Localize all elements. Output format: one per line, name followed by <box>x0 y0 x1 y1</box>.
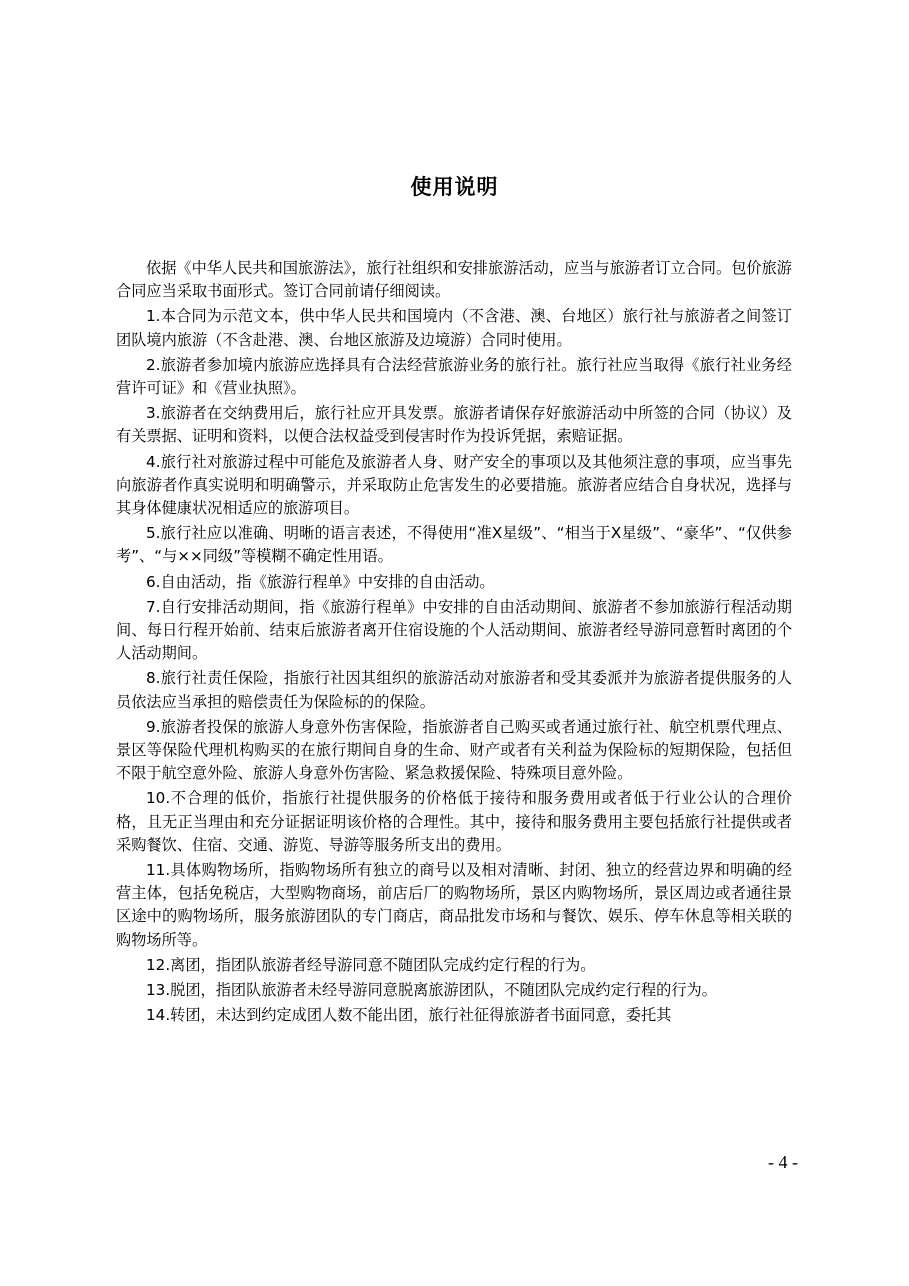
document-body <box>116 257 792 1030</box>
instruction-item: 6.自由活动，指《旅游行程单》中安排的自由活动。 <box>146 572 495 591</box>
intro-paragraph: 依据《中华人民共和国旅游法》，旅行社组织和安排旅游活动，应当与旅游者订立合同。包价旅游合同应当采取书面形式。签订合同前请仔细阅读。 <box>116 259 792 301</box>
page-title: 使用说明 <box>410 175 499 199</box>
instruction-item: 9.旅游者投保的旅游人身意外伤害保险，指旅游者自己购买或者通过旅行社、航空机票代理点、景区等保险代理机构购买的在旅行期间自身的生命、财产或者有关利益为保险标的短期保险，包括但不限于航空意外险、旅游人身意外伤害险、紧急救援保险、特殊项目意外险。 <box>116 717 792 783</box>
instruction-item: 11.具体购物场所，指购物场所有独立的商号以及相对清晰、封闭、独立的经营边界和明确的经营主体，包括免税店，大型购物商场，前店后厂的购物场所，景区内购物场所，景区周边或者通往景区途中的购物场所，服务旅游团队的专门商店，商品批发市场和与餐饮、娱乐、停车休息等相关联的购物场所等。 <box>116 861 792 949</box>
instruction-item: 2.旅游者参加境内旅游应选择具有合法经营旅游业务的旅行社。旅行社应当取得《旅行社业务经营许可证》和《营业执照》。 <box>116 355 792 398</box>
instruction-item: 8.旅行社责任保险，指旅行社因其组织的旅游活动对旅游者和受其委派并为旅游者提供服务的人员依法应当承担的赔偿责任为保险标的的保险。 <box>116 669 792 711</box>
instruction-item: 1.本合同为示范文本，供中华人民共和国境内（不含港、澳、台地区）旅行社与旅游者之间签订团队境内旅游（不含赴港、澳、台地区旅游及边境游）合同时使用。 <box>116 307 792 349</box>
instruction-item: 3.旅游者在交纳费用后，旅行社应开具发票。旅游者请保存好旅游活动中所签的合同（协议）及有关票据、证明和资料，以便合法权益受到侵害时作为投诉凭据，索赔证据。 <box>116 404 792 446</box>
page-number: - 4 - <box>768 1152 798 1172</box>
instruction-item: 14.转团，未达到约定成团人数不能出团，旅行社征得旅游者书面同意，委托其 <box>146 1006 672 1025</box>
instruction-item: 5.旅行社应以准确、明晰的语言表述，不得使用“准X星级”、“相当于X星级”、“豪华”、“仅供参考”、“与××同级”等模糊不确定性用语。 <box>116 524 792 566</box>
instruction-item: 4.旅行社对旅游过程中可能危及旅游者人身、财产安全的事项以及其他须注意的事项，应当事先向旅游者作真实说明和明确警示，并采取防止危害发生的必要措施。旅游者应结合自身状况，选择与其身体健康状况相适应的旅游项目。 <box>116 452 792 518</box>
instruction-item: 13.脱团，指团队旅游者未经导游同意脱离旅游团队，不随团队完成约定行程的行为。 <box>146 981 717 1000</box>
instruction-item: 12.离团，指团队旅游者经导游同意不随团队完成约定行程的行为。 <box>146 955 596 974</box>
instruction-item: 7.自行安排活动期间，指《旅游行程单》中安排的自由活动期间、旅游者不参加旅游行程活动期间、每日行程开始前、结束后旅游者离开住宿设施的个人活动期间、旅游者经导游同意暂时离团的个人活动期间。 <box>116 597 792 663</box>
instruction-item: 10.不合理的低价，指旅行社提供服务的价格低于接待和服务费用或者低于行业公认的合理价格，且无正当理由和充分证据证明该价格的合理性。其中，接待和服务费用主要包括旅行社提供或者采购餐饮、住宿、交通、游览、导游等服务所支出的费用。 <box>116 789 792 854</box>
